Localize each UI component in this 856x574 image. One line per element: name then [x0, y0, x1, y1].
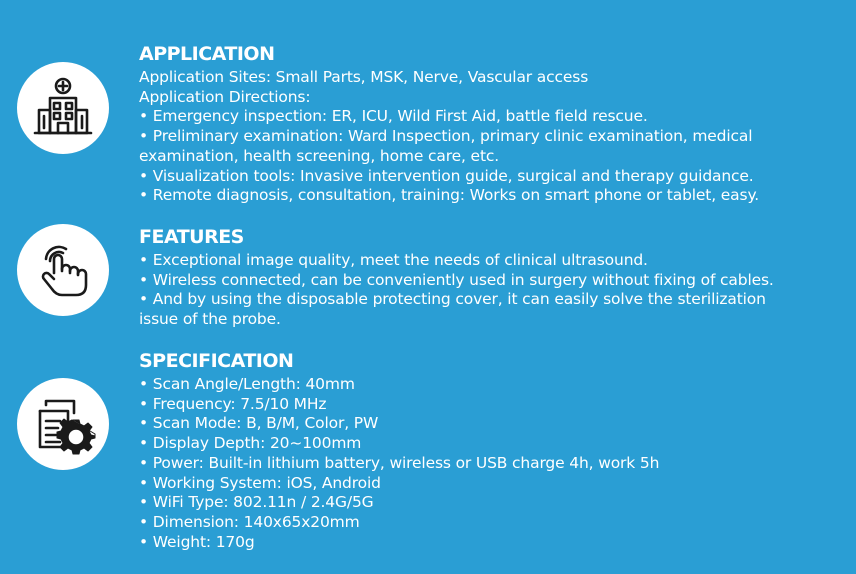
specification-line: • Scan Mode: B, B/M, Color, PW [139, 414, 379, 433]
hospital-icon-circle [17, 62, 109, 154]
specification-lines [139, 375, 839, 552]
application-line: • Remote diagnosis, consultation, training: Works on smart phone or tablet, easy. [139, 186, 760, 205]
touch-hand-icon [30, 237, 96, 303]
features-line: • Wireless connected, can be conveniently used in surgery without fixing of cables. [139, 270, 774, 289]
application-line: Application Directions: [139, 87, 311, 106]
application-line: • Preliminary examination: Ward Inspection, primary clinic examination, medical [139, 127, 753, 146]
specification-heading: SPECIFICATION [139, 350, 294, 372]
specification-line: • Working System: iOS, Android [139, 473, 381, 492]
application-heading: APPLICATION [139, 43, 275, 65]
application-line: • Visualization tools: Invasive intervention guide, surgical and therapy guidance. [139, 166, 754, 185]
features-line: • Exceptional image quality, meet the needs of clinical ultrasound. [139, 251, 648, 269]
features-line: issue of the probe. [139, 310, 281, 329]
specification-line: • Frequency: 7.5/10 MHz [139, 394, 327, 413]
specification-section [139, 350, 839, 552]
hospital-icon [30, 75, 96, 141]
features-lines [139, 251, 839, 330]
specification-line: • Power: Built-in lithium battery, wireless or USB charge 4h, work 5h [139, 453, 660, 472]
application-lines [139, 68, 839, 206]
specification-line: • WiFi Type: 802.11n / 2.4G/5G [139, 493, 374, 512]
features-line: • And by using the disposable protecting cover, it can easily solve the sterilization [139, 290, 766, 309]
touch-hand-icon-circle [17, 224, 109, 316]
application-line: • Emergency inspection: ER, ICU, Wild First Aid, battle field rescue. [139, 107, 648, 126]
document-gear-icon [30, 391, 96, 457]
application-section [139, 43, 839, 206]
features-heading: FEATURES [139, 226, 244, 248]
features-section [139, 226, 839, 330]
application-line: examination, health screening, home care, etc. [139, 146, 500, 165]
specification-line: • Scan Angle/Length: 40mm [139, 375, 355, 393]
specification-line: • Dimension: 140x65x20mm [139, 512, 360, 531]
document-gear-icon-circle [17, 378, 109, 470]
application-line: Application Sites: Small Parts, MSK, Nerve, Vascular access [139, 68, 589, 86]
specification-line: • Weight: 170g [139, 532, 255, 551]
specification-line: • Display Depth: 20~100mm [139, 434, 362, 453]
